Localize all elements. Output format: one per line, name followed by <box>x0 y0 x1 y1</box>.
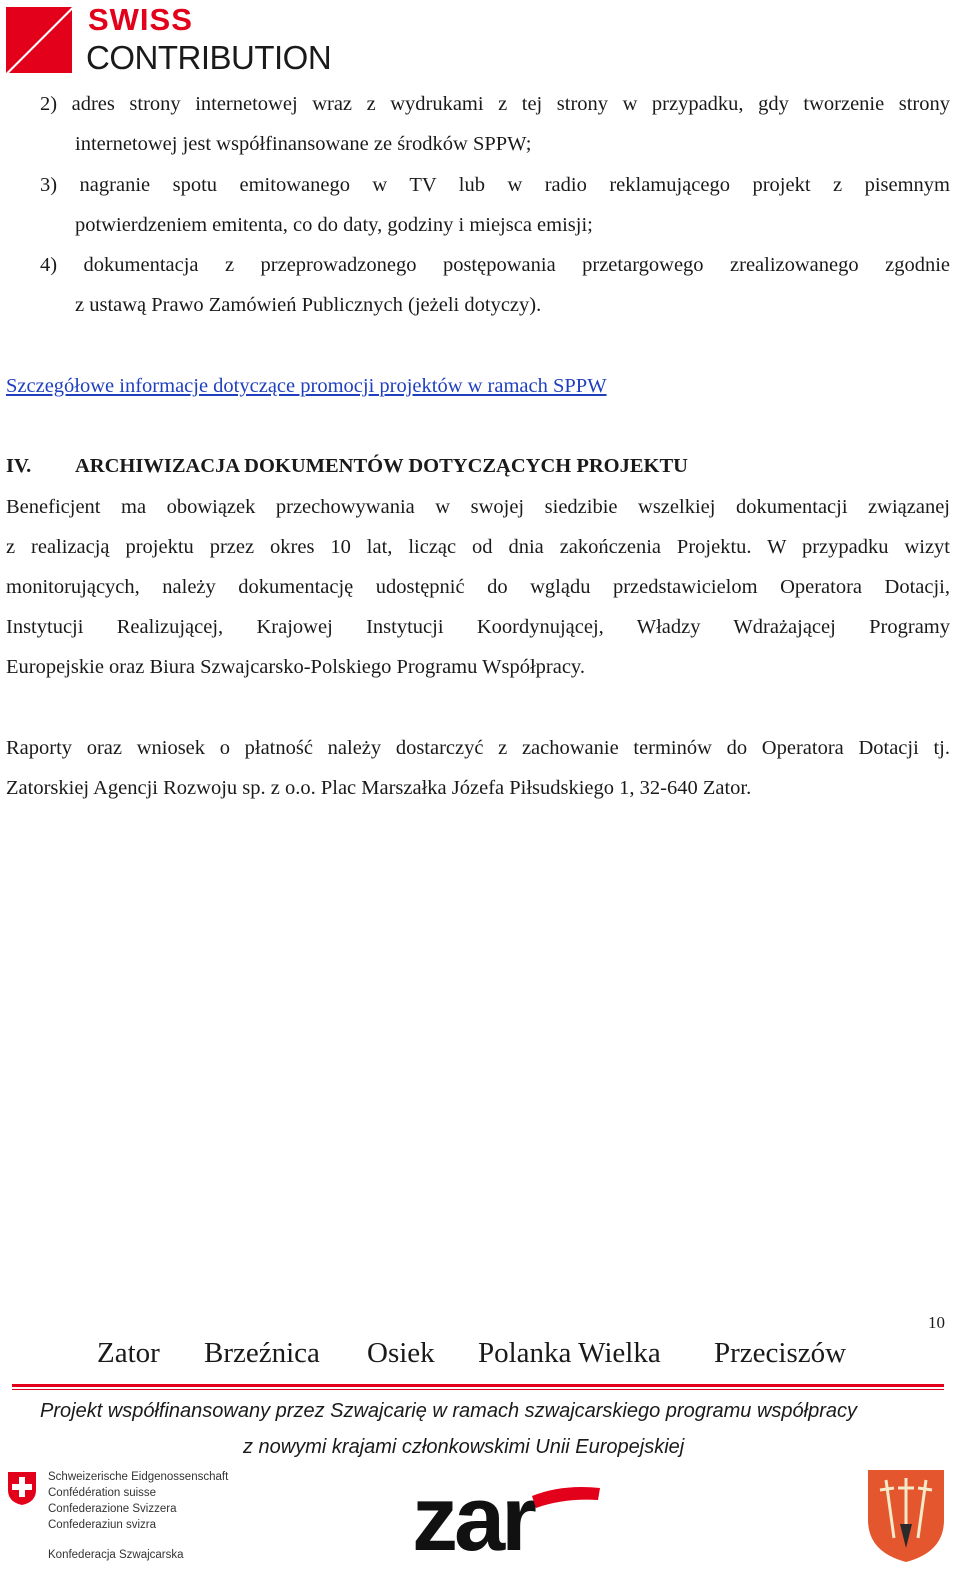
svg-text:zar: zar <box>412 1478 533 1558</box>
project-cofinance-line-2: z nowymi krajami członkowskimi Unii Europejskiej <box>243 1436 685 1458</box>
paragraph-2-line-1: Raporty oraz wniosek o płatność należy dostarczyć z zachowanie terminów do Operatora Dotacji tj. <box>6 737 950 759</box>
paragraph-1-line-3: monitorujących, należy dokumentację udostępnić do wglądu przedstawicielom Operatora Dotacji, <box>6 576 950 598</box>
list-item-4-line-2: z ustawą Prawo Zamówień Publicznych (jeżeli dotyczy). <box>75 294 542 316</box>
federation-name-de: Schweizerische Eidgenossenschaft <box>48 1471 229 1483</box>
footer-divider-thin <box>12 1389 944 1390</box>
list-item-3-line-2: potwierdzeniem emitenta, co do daty, godziny i miejsca emisji; <box>75 214 593 236</box>
logo-swiss-text: SWISS <box>88 2 193 37</box>
list-item-4-line-1: 4) dokumentacja z przeprowadzonego postępowania przetargowego zrealizowanego zgodnie <box>40 254 950 276</box>
paragraph-1-line-2: z realizacją projektu przez okres 10 lat, licząc od dnia zakończenia Projektu. W przypadku wizyt <box>6 536 950 558</box>
swiss-cross-icon <box>6 1470 38 1506</box>
list-item-2-line-1: 2) adres strony internetowej wraz z wydrukami z tej strony w przypadku, gdy tworzenie strony <box>40 93 950 115</box>
list-item-2-line-2: internetowej jest współfinansowane ze środków SPPW; <box>75 133 532 155</box>
section-title: ARCHIWIZACJA DOKUMENTÓW DOTYCZĄCYCH PROJEKTU <box>75 455 688 477</box>
promotion-info-link[interactable]: Szczegółowe informacje dotyczące promocji projektów w ramach SPPW <box>6 375 607 397</box>
zar-logo <box>412 1478 602 1558</box>
section-number: IV. <box>6 455 32 477</box>
paragraph-2-line-2: Zatorskiej Agencji Rozwoju sp. z o.o. Plac Marszałka Józefa Piłsudskiego 1, 32-640 Zator. <box>6 777 752 799</box>
town-brzeznica: Brzeźnica <box>204 1337 320 1369</box>
page-number: 10 <box>928 1313 945 1332</box>
town-osiek: Osiek <box>367 1337 435 1369</box>
coat-of-arms-icon <box>866 1468 946 1564</box>
paragraph-1-line-4: Instytucji Realizującej, Krajowej Instytucji Koordynującej, Władzy Wdrażającej Programy <box>6 616 950 638</box>
town-przeciszow: Przeciszów <box>714 1337 847 1369</box>
federation-name-it: Confederazione Svizzera <box>48 1503 177 1515</box>
list-item-3-line-1: 3) nagranie spotu emitowanego w TV lub w radio reklamującego projekt z pisemnym <box>40 174 950 196</box>
federation-name-fr: Confédération suisse <box>48 1487 157 1499</box>
town-zator: Zator <box>97 1337 160 1369</box>
logo-contribution-text: CONTRIBUTION <box>86 39 332 76</box>
paragraph-1-line-1: Beneficjent ma obowiązek przechowywania w swojej siedzibie wszelkiej dokumentacji związanej <box>6 496 950 518</box>
federation-name-rm: Confederaziun svizra <box>48 1519 157 1531</box>
town-polanka-wielka: Polanka Wielka <box>478 1337 661 1369</box>
paragraph-1-line-5: Europejskie oraz Biura Szwajcarsko-Polskiego Programu Współpracy. <box>6 656 585 678</box>
swiss-contribution-icon <box>6 7 72 73</box>
project-cofinance-line-1: Projekt współfinansowany przez Szwajcarię w ramach szwajcarskiego programu współpracy <box>40 1400 857 1422</box>
federation-name-pl: Konfederacja Szwajcarska <box>48 1549 184 1561</box>
footer-divider <box>12 1384 944 1387</box>
